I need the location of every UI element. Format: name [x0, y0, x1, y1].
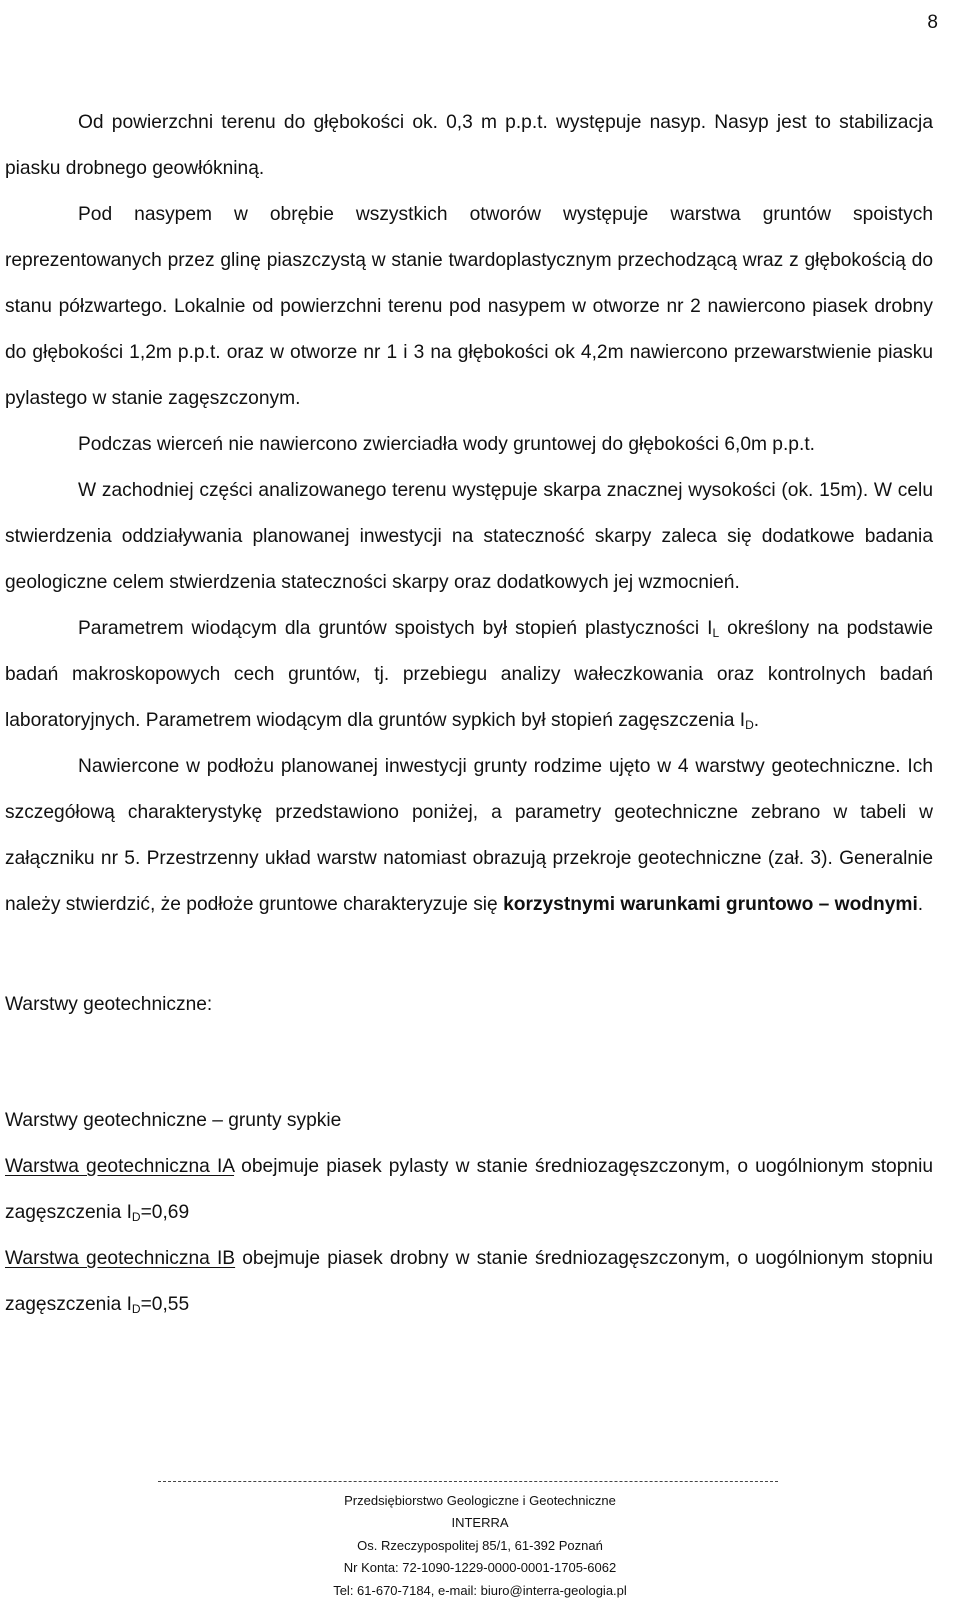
paragraph-groundwater: Podczas wierceń nie nawiercono zwierciadła wody gruntowej do głębokości 6,0m p.p.t. — [78, 434, 815, 455]
parameters-text-a: Parametrem wiodącym dla gruntów spoistych był stopień plastyczności I — [78, 618, 713, 639]
layer-ib-label: Warstwa geotechniczna IB — [5, 1248, 236, 1269]
footer-company: Przedsiębiorstwo Geologiczne i Geotechniczne — [344, 1493, 616, 1508]
layer-ia-label: Warstwa geotechniczna IA — [5, 1156, 235, 1177]
footer-name: INTERRA — [451, 1515, 509, 1531]
footer-contact: Tel: 61-670-7184, e-mail: biuro@interra-geologia.pl — [333, 1582, 627, 1598]
paragraph-fill: Od powierzchni terenu do głębokości ok. 0,3 m p.p.t. występuje nasyp. Nasyp jest to stabilizacja piasku drobnego geowłókniną. — [5, 112, 933, 179]
parameters-text-b: określony na podstawie badań makroskopowych cech gruntów, tj. przebiegu analizy wałeczkowania oraz kontrolnych badań laboratoryjnych. Parametrem wiodącym dla gruntów sypkich był stopień zagęszczenia I — [5, 618, 933, 731]
layer-ib-value: =0,55 — [140, 1294, 190, 1315]
footer-address: Os. Rzeczypospolitej 85/1, 61-392 Poznań — [357, 1537, 603, 1553]
subscript-l: L — [712, 626, 720, 640]
paragraph-layers-summary — [5, 744, 933, 928]
layer-ia-value: =0,69 — [140, 1202, 190, 1223]
layer-ib-text: obejmuje piasek drobny w stanie średniozagęszczonym, o uogólnionym stopniu zagęszczenia I — [5, 1248, 933, 1315]
parameters-text-c: . — [753, 710, 760, 731]
document-body — [5, 100, 933, 1328]
paragraph-subsoil: Pod nasypem w obrębie wszystkich otworów występuje warstwa gruntów spoistych reprezentowanych przez glinę piaszczystą w stanie twardoplastycznym przechodzącą wraz z głębokością do stanu półzwartego. Lokalnie od powierzchni terenu pod nasypem w otworze nr 2 nawiercono piasek drobny do głębokości 1,2m p.p.t. oraz w otworze nr 1 i 3 na głębokości ok 4,2m nawiercono przewarstwienie piasku pylastego w stanie zagęszczonym. — [5, 204, 933, 409]
heading-geotechnical-layers: Warstwy geotechniczne: — [5, 994, 213, 1015]
page-number: 8 — [927, 12, 938, 33]
footer-account: Nr Konta: 72-1090-1229-0000-0001-1705-6062 — [343, 1560, 617, 1576]
layer-ib-subscript: D — [131, 1302, 141, 1316]
heading-loose-soils: Warstwy geotechniczne – grunty sypkie — [5, 1110, 342, 1131]
summary-text: Nawiercone w podłożu planowanej inwestycji grunty rodzime ujęto w 4 warstwy geotechniczne. Ich szczegółową charakterystykę przedstawiono poniżej, a parametry geotechniczne zebrano w tabeli w załączniku nr 5. Przestrzenny układ warstw natomiast obrazują przekroje geotechniczne (zał. 3). Generalnie należy stwierdzić, że podłoże gruntowe charakteryzuje się — [5, 756, 933, 915]
paragraph-parameters — [5, 606, 933, 744]
layer-ia-text: obejmuje piasek pylasty w stanie średniozagęszczonym, o uogólnionym stopniu zagęszczenia I — [5, 1156, 933, 1223]
layer-ib — [5, 1236, 933, 1328]
layer-ia-subscript: D — [131, 1210, 141, 1224]
paragraph-slope: W zachodniej części analizowanego terenu występuje skarpa znacznej wysokości (ok. 15m). W celu stwierdzenia oddziaływania planowanej inwestycji na stateczność skarpy zaleca się dodatkowe badania geologiczne celem stwierdzenia stateczności skarpy oraz dodatkowych jej wzmocnień. — [5, 480, 933, 593]
footer — [0, 1476, 960, 1602]
summary-bold-conclusion: korzystnymi warunkami gruntowo – wodnymi — [503, 894, 918, 915]
summary-period: . — [917, 894, 924, 915]
subscript-d: D — [745, 718, 754, 732]
layer-ia — [5, 1144, 933, 1236]
